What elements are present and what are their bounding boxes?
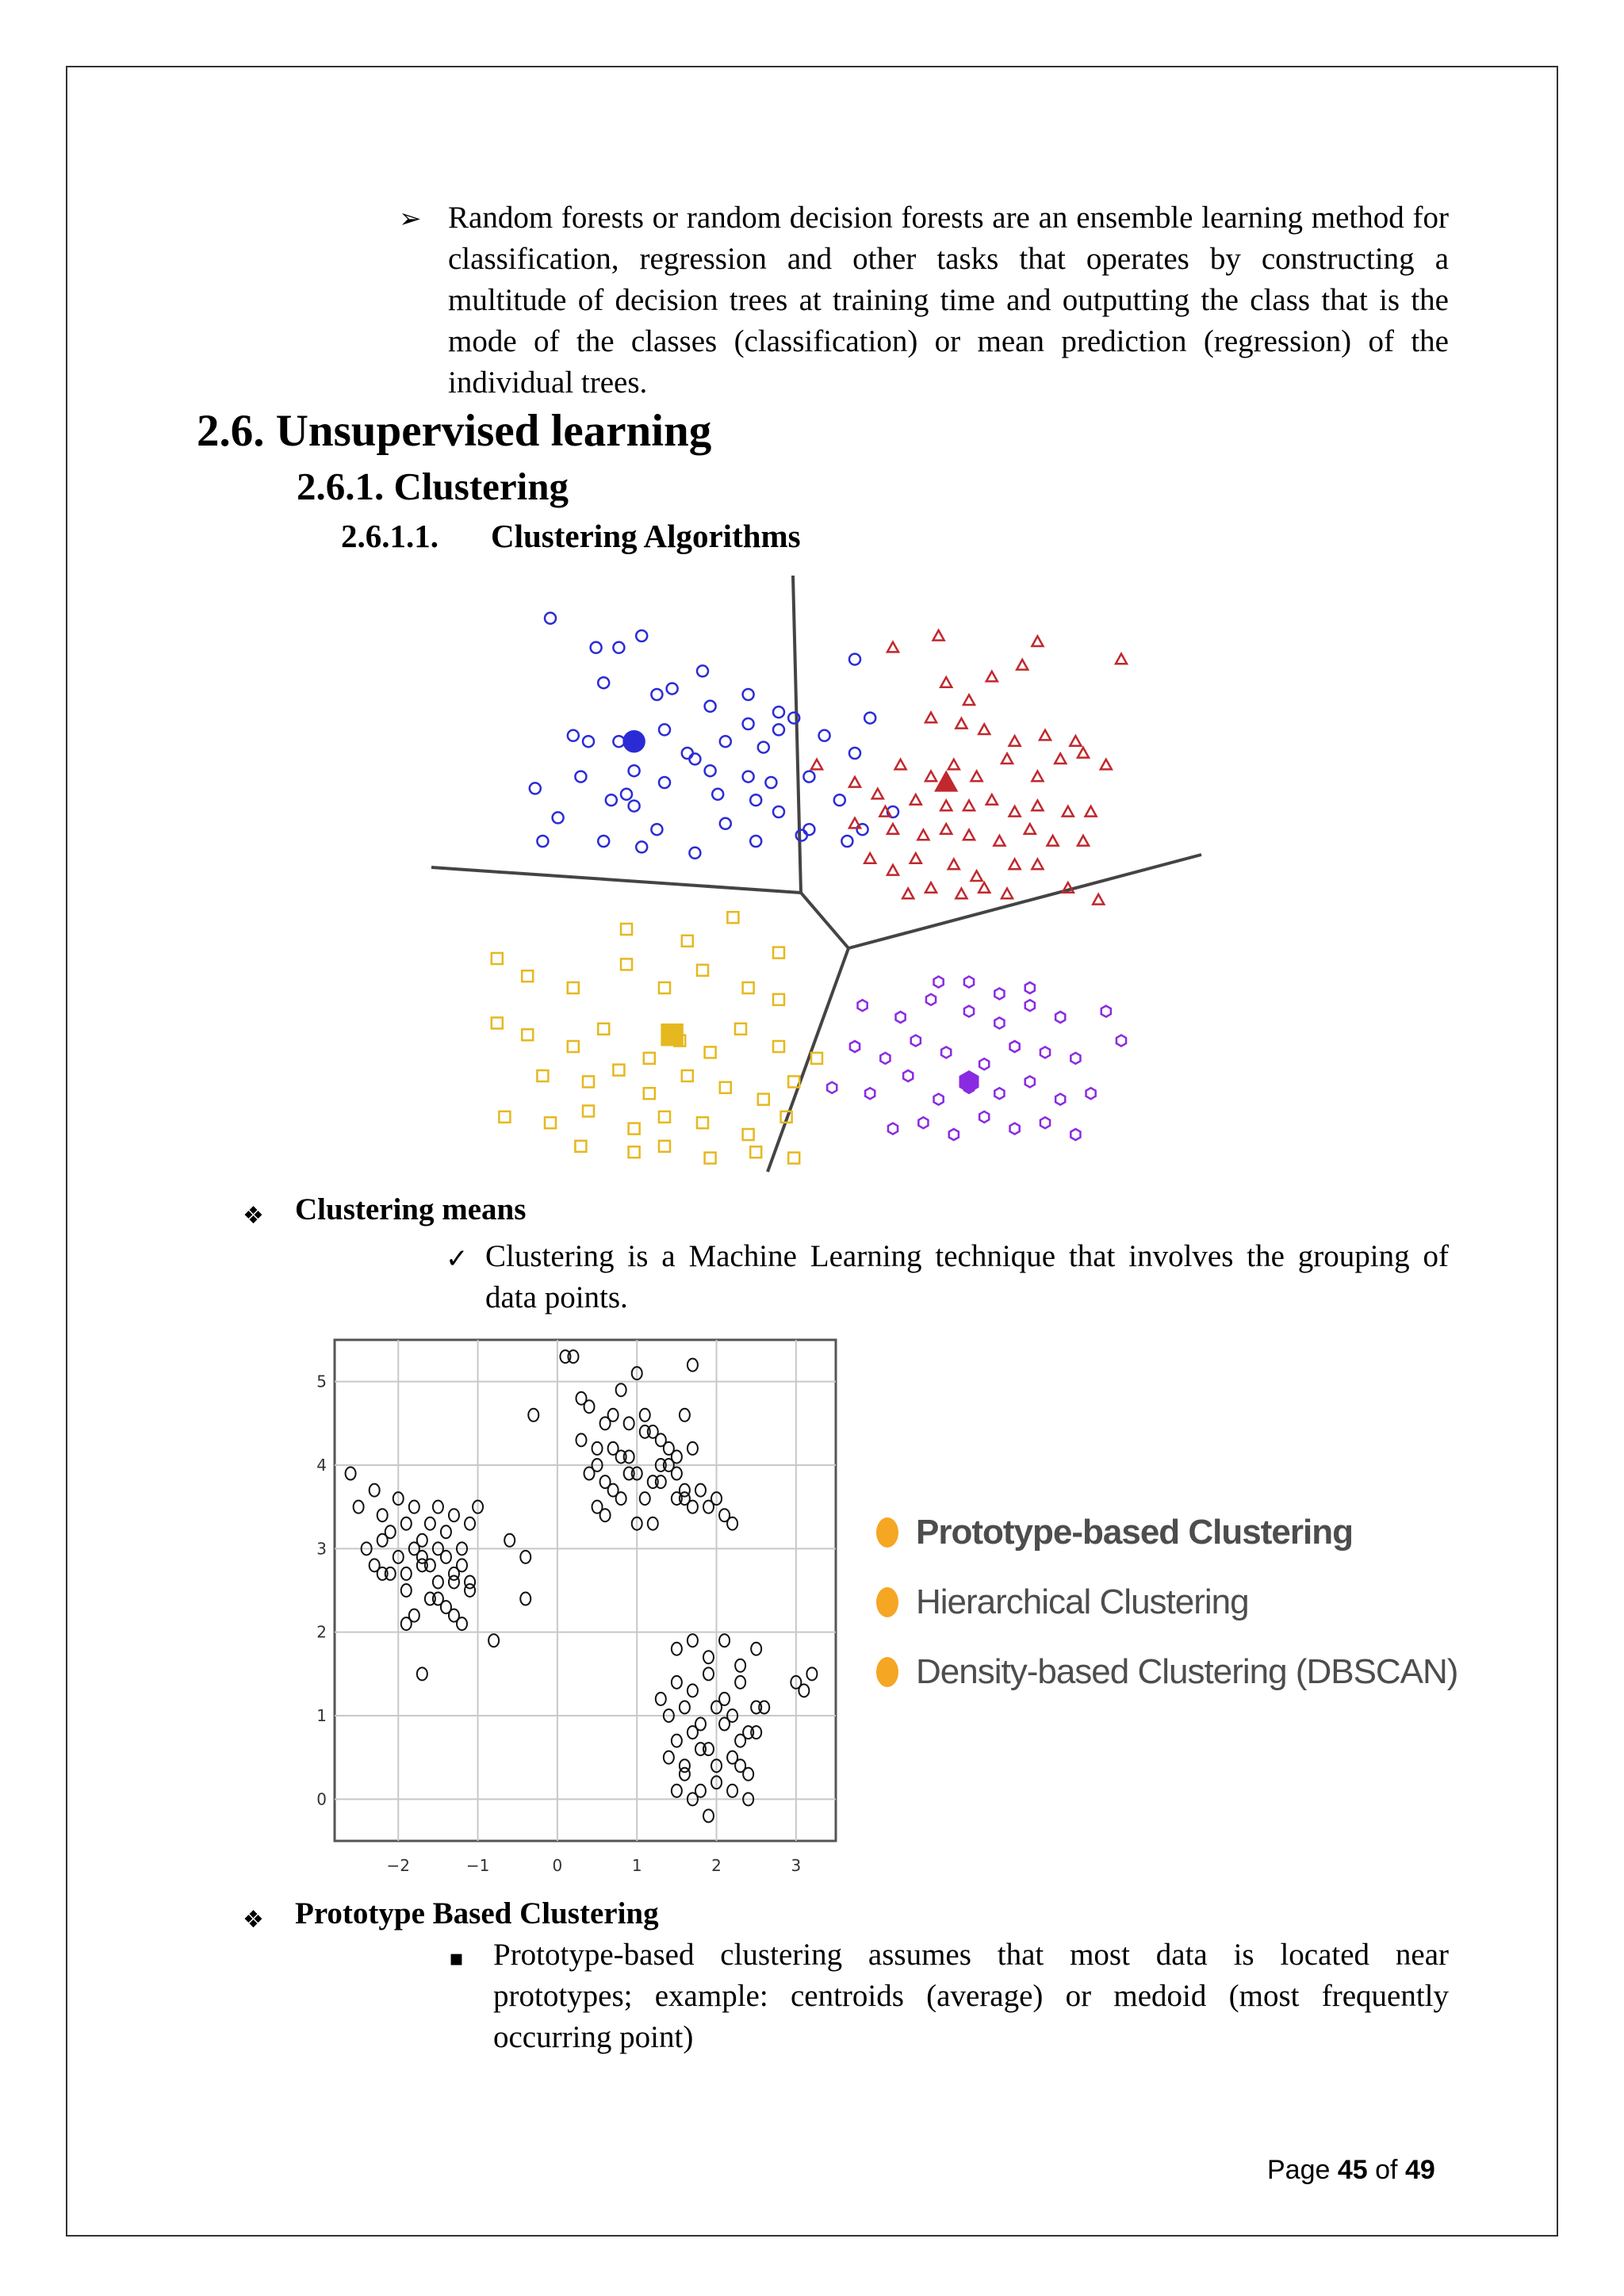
cluster-point (537, 836, 548, 847)
x-tick-label: 1 (631, 1856, 642, 1875)
orange-dot-icon (876, 1517, 898, 1548)
clustering-means-title: Clustering means (295, 1192, 527, 1226)
cluster-point (1093, 894, 1104, 905)
cluster-point (743, 689, 754, 700)
x-tick-label: −1 (465, 1856, 490, 1875)
cluster-point (758, 1094, 769, 1105)
cluster-point (606, 794, 617, 806)
cluster-point (583, 1076, 594, 1087)
cluster-point (887, 865, 898, 875)
cluster-point (933, 630, 944, 641)
cluster-centroid (936, 772, 956, 790)
legend-label: Hierarchical Clustering (916, 1582, 1249, 1621)
cluster-point (583, 1105, 594, 1116)
cluster-point (613, 736, 624, 747)
x-tick-label: −2 (386, 1856, 410, 1875)
cluster-point (850, 1041, 860, 1052)
cluster-point (819, 730, 830, 741)
cluster-point (858, 1000, 868, 1011)
cluster-point (940, 677, 952, 687)
cluster-point (1009, 859, 1021, 870)
cluster-point (1025, 982, 1035, 993)
page-middle: of (1367, 2155, 1405, 2185)
cluster-point (926, 994, 936, 1005)
cluster-point (727, 912, 738, 923)
cluster-point (629, 801, 640, 812)
cluster-point (750, 836, 761, 847)
legend-label: Prototype-based Clustering (916, 1513, 1353, 1552)
cluster-point (811, 1053, 822, 1064)
cluster-point (545, 613, 556, 624)
x-tick-label: 2 (711, 1856, 722, 1875)
cluster-point (750, 794, 761, 806)
cluster-point (903, 1070, 913, 1081)
cluster-point (963, 695, 975, 705)
cluster-point (1032, 859, 1043, 870)
cluster-point (735, 1024, 746, 1035)
cluster-point (925, 713, 936, 723)
legend-item-prototype (876, 1505, 1353, 1560)
cluster-point (773, 706, 784, 718)
cluster-point (530, 783, 541, 794)
legend-item-dbscan (876, 1644, 1457, 1700)
cluster-point (598, 677, 609, 688)
cluster-point (834, 794, 845, 806)
cluster-point (849, 748, 860, 759)
legend-label: Density-based Clustering (DBSCAN) (916, 1652, 1458, 1691)
page-number (1267, 2155, 1435, 2186)
cluster-point (986, 672, 998, 682)
orange-dot-icon (876, 1587, 898, 1617)
cluster-point (971, 871, 982, 881)
cluster-point (979, 1058, 989, 1070)
cluster-point (1116, 654, 1127, 664)
cluster-point (682, 748, 693, 759)
cluster-point (1032, 801, 1043, 811)
cluster-point (1032, 771, 1043, 782)
cluster-centroid (624, 731, 645, 752)
cluster-point (1086, 806, 1097, 817)
cluster-point (803, 824, 814, 835)
y-tick-label: 2 (316, 1622, 327, 1642)
scatter-plot-figure (311, 1334, 850, 1881)
clustering-means-text: Clustering is a Machine Learning technique that involves the grouping of data points. (485, 1239, 1449, 1314)
cluster-point (827, 1082, 837, 1093)
boundary-line (768, 948, 848, 1172)
y-tick-label: 1 (316, 1706, 327, 1725)
cluster-point (1002, 753, 1013, 763)
cluster-point (964, 1006, 974, 1017)
cluster-point (979, 724, 990, 734)
cluster-point (1010, 1123, 1020, 1135)
cluster-point (644, 1088, 655, 1099)
cluster-point (773, 806, 784, 817)
square-bullet-icon: ▪ (449, 1945, 464, 1971)
cluster-point (849, 654, 860, 665)
cluster-point (651, 689, 662, 700)
cluster-point (1101, 760, 1112, 770)
y-tick-label: 3 (316, 1539, 327, 1559)
cluster-point (583, 736, 594, 747)
cluster-point (1078, 748, 1089, 758)
cluster-point (940, 824, 952, 834)
y-tick-label: 5 (316, 1372, 327, 1391)
cluster-point (1040, 1117, 1050, 1128)
boundary-line (848, 855, 1201, 948)
cluster-point (553, 812, 564, 823)
cluster-point (994, 836, 1005, 846)
cluster-point (925, 882, 936, 893)
cluster-point (896, 1012, 906, 1023)
cluster-point (788, 1153, 799, 1164)
prototype-title: Prototype Based Clustering (295, 1896, 659, 1931)
cluster-point (864, 853, 875, 863)
cluster-point (934, 1094, 944, 1105)
cluster-point (575, 1141, 586, 1152)
cluster-point (887, 824, 898, 834)
cluster-point (949, 1129, 959, 1140)
cluster-point (1009, 736, 1021, 746)
cluster-point (682, 1070, 693, 1081)
cluster-point (1078, 836, 1089, 846)
cluster-point (720, 818, 731, 829)
cluster-point (598, 836, 609, 847)
cluster-point (705, 1153, 716, 1164)
heading-clustering-algorithms: Clustering Algorithms (491, 518, 801, 554)
cluster-point (758, 742, 769, 753)
cluster-point (568, 1041, 579, 1052)
cluster-point (659, 1112, 670, 1123)
cluster-point (841, 836, 852, 847)
cluster-point (872, 789, 883, 799)
cluster-point (1025, 824, 1036, 834)
cluster-point (705, 765, 716, 776)
cluster-point (994, 1088, 1004, 1099)
cluster-point (568, 730, 579, 741)
cluster-point (948, 760, 959, 770)
cluster-point (956, 718, 967, 729)
cluster-point (910, 794, 921, 805)
cluster-point (712, 789, 723, 800)
boundary-line (801, 893, 848, 948)
cluster-point (979, 882, 990, 893)
cluster-point (591, 642, 602, 653)
legend-item-hierarchical (876, 1575, 1249, 1630)
cluster-point (994, 1017, 1004, 1028)
cluster-point (682, 936, 693, 947)
prototype-text: Prototype-based clustering assumes that most data is located near prototypes; example: centroids (average) or medoid (most frequently occurring point) (493, 1938, 1449, 2054)
cluster-point (629, 765, 640, 776)
cluster-point (651, 824, 662, 835)
cluster-point (1040, 730, 1051, 740)
cluster-point (689, 848, 700, 859)
cluster-point (697, 1117, 708, 1128)
cluster-point (750, 1146, 761, 1158)
cluster-point (849, 818, 860, 828)
cluster-point (941, 1047, 951, 1058)
voronoi-points (492, 613, 1127, 1164)
plot-frame (335, 1340, 836, 1841)
cluster-point (1032, 636, 1043, 646)
cluster-point (613, 1065, 624, 1076)
cluster-point (925, 771, 936, 782)
cluster-point (1116, 1035, 1126, 1047)
cluster-point (971, 771, 982, 782)
cluster-point (743, 1129, 754, 1140)
cluster-point (1070, 736, 1081, 746)
x-tick-label: 0 (552, 1856, 563, 1875)
cluster-point (659, 1141, 670, 1152)
cluster-point (598, 1024, 609, 1035)
cluster-point (522, 970, 533, 982)
cluster-point (705, 701, 716, 712)
cluster-point (499, 1112, 510, 1123)
cluster-point (613, 642, 624, 653)
cluster-centroid (960, 1071, 979, 1092)
y-tick-label: 0 (316, 1789, 327, 1809)
cluster-point (1071, 1053, 1080, 1064)
orange-dot-icon (876, 1657, 898, 1687)
cluster-point (629, 1123, 640, 1135)
cluster-point (986, 794, 998, 805)
cluster-point (811, 760, 822, 770)
cluster-point (697, 965, 708, 976)
cluster-point (1063, 806, 1074, 817)
y-tick-label: 4 (316, 1456, 327, 1475)
clustering-means-bullet: ❖ (243, 1202, 264, 1230)
cluster-point (1025, 1000, 1035, 1011)
cluster-point (773, 1041, 784, 1052)
cluster-point (621, 789, 632, 800)
cluster-point (887, 642, 898, 652)
page-current: 45 (1337, 2155, 1368, 2185)
intro-bullet-glyph: ➢ (399, 203, 422, 235)
cluster-point (1009, 806, 1021, 817)
cluster-point (865, 1088, 875, 1099)
clustering-types-legend (876, 1505, 1458, 1695)
cluster-point (659, 777, 670, 788)
cluster-point (911, 1035, 921, 1047)
cluster-point (636, 630, 647, 641)
cluster-point (629, 1146, 640, 1158)
cluster-point (1048, 836, 1059, 846)
cluster-point (1002, 889, 1013, 899)
cluster-point (1025, 1076, 1035, 1087)
voronoi-cluster-figure (428, 569, 1205, 1175)
cluster-point (1101, 1006, 1111, 1017)
page-prefix: Page (1267, 2155, 1338, 2185)
cluster-centroid (662, 1024, 683, 1045)
cluster-point (621, 959, 632, 970)
cluster-point (963, 830, 975, 840)
page-total: 49 (1404, 2155, 1435, 2185)
cluster-point (948, 859, 959, 870)
cluster-point (743, 718, 754, 729)
cluster-point (659, 982, 670, 993)
cluster-point (568, 982, 579, 993)
cluster-point (1055, 753, 1066, 763)
cluster-point (522, 1029, 533, 1040)
cluster-point (1086, 1088, 1096, 1099)
cluster-point (773, 994, 784, 1005)
cluster-point (796, 830, 807, 841)
checkmark-icon: ✓ (446, 1243, 469, 1275)
cluster-point (537, 1070, 548, 1081)
cluster-point (697, 665, 708, 676)
cluster-point (575, 771, 586, 783)
cluster-point (659, 724, 670, 735)
cluster-point (994, 988, 1004, 999)
cluster-point (895, 760, 906, 770)
prototype-bullet: ❖ (243, 1906, 264, 1934)
cluster-point (934, 977, 944, 988)
cluster-point (743, 982, 754, 993)
cluster-point (940, 801, 952, 811)
cluster-point (1055, 1094, 1065, 1105)
cluster-point (803, 771, 814, 783)
cluster-point (720, 1082, 731, 1093)
cluster-point (902, 889, 914, 899)
cluster-point (917, 830, 929, 840)
cluster-point (773, 947, 784, 959)
cluster-point (1071, 1129, 1080, 1140)
intro-paragraph: Random forests or random decision forests are an ensemble learning method for classification, regression and other tasks that operates by constructing a multitude of decision trees at training time and outputting the class that is the mode of the classes (classification) or mean prediction (regression) of the individual trees. (448, 201, 1449, 400)
cluster-point (910, 853, 921, 863)
cluster-point (720, 736, 731, 747)
cluster-point (964, 977, 974, 988)
cluster-point (963, 801, 975, 811)
cluster-point (705, 1047, 716, 1058)
cluster-point (636, 841, 647, 852)
cluster-point (1055, 1012, 1065, 1023)
cluster-point (644, 1053, 655, 1064)
heading-clustering: 2.6.1. Clustering (297, 465, 569, 508)
cluster-point (918, 1117, 928, 1128)
cluster-point (956, 889, 967, 899)
cluster-point (545, 1117, 556, 1128)
cluster-point (492, 953, 503, 964)
x-tick-label: 3 (791, 1856, 802, 1875)
heading-number: 2.6.1.1. (341, 518, 439, 554)
heading-unsupervised-learning: 2.6. Unsupervised learning (197, 406, 712, 456)
cluster-point (667, 683, 678, 695)
cluster-point (979, 1112, 989, 1123)
cluster-point (1017, 660, 1028, 670)
cluster-point (888, 1123, 898, 1135)
cluster-point (765, 777, 776, 788)
cluster-point (880, 1053, 890, 1064)
cluster-point (621, 924, 632, 935)
boundary-line (431, 867, 801, 893)
cluster-point (1040, 1047, 1050, 1058)
cluster-point (492, 1017, 503, 1028)
cluster-point (849, 777, 860, 787)
boundary-line (793, 576, 801, 893)
cluster-point (864, 713, 875, 724)
cluster-point (689, 753, 700, 764)
cluster-point (743, 771, 754, 783)
cluster-point (1010, 1041, 1020, 1052)
cluster-point (773, 724, 784, 735)
